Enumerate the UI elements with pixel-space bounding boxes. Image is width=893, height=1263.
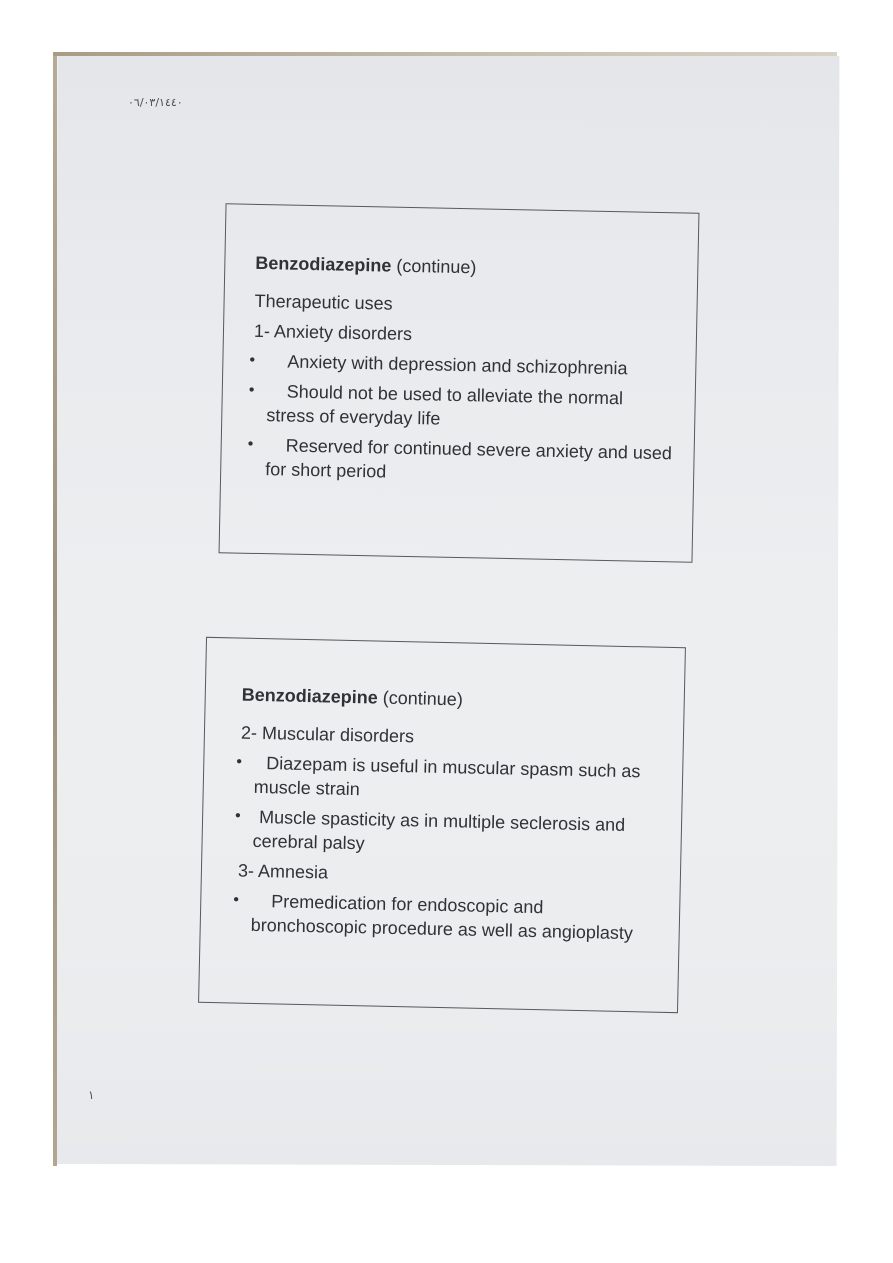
background-edge-left	[53, 54, 57, 1166]
slide-2-bullet-2-text: Muscle spasticity as in multiple seclerosis and cerebral palsy	[252, 807, 626, 854]
slide-2-title-rest: (continue)	[377, 687, 464, 710]
slide-2-content	[233, 683, 664, 952]
bullet-dot-icon: •	[248, 381, 255, 399]
background-edge-top	[53, 52, 837, 56]
slide-1-bullet-2-text: Should not be used to alleviate the normal stress of everyday life	[266, 381, 624, 429]
slide-2	[198, 637, 686, 1013]
slide-2-title	[242, 683, 664, 716]
bullet-dot-icon: •	[249, 351, 256, 369]
slide-1-title-bold: Benzodiazepine	[255, 252, 392, 276]
slide-2-bullet-1-text: Diazepam is useful in muscular spasm such as muscle strain	[253, 753, 641, 800]
slide-2-heading-muscular: 2- Muscular disorders	[240, 722, 415, 747]
slide-1-bullet-3-text: Reserved for continued severe anxiety and used for short period	[265, 435, 673, 482]
slide-2-heading-amnesia: 3- Amnesia	[237, 860, 329, 883]
slide-2-bullet-3	[233, 889, 660, 946]
page-number: ١	[88, 1088, 95, 1102]
bullet-dot-icon: •	[234, 807, 241, 825]
slide-1-bullet-2	[248, 379, 675, 435]
slide-1-heading-anxiety: 1- Anxiety disorders	[253, 320, 413, 345]
slide-1-bullet-1-text: Anxiety with depression and schizophrenia	[287, 351, 628, 379]
slide-2-bullet-2	[234, 805, 661, 862]
slide-1-title-rest: (continue)	[391, 255, 477, 278]
bullet-dot-icon: •	[236, 753, 243, 771]
bullet-dot-icon: •	[247, 435, 254, 453]
slide-2-bullet-1	[236, 751, 663, 808]
slide-1-title	[255, 251, 677, 283]
slide-1	[219, 203, 700, 562]
slide-1-content	[247, 251, 678, 495]
bullet-dot-icon: •	[233, 891, 240, 909]
date-stamp: ٠٦/٠٣/١٤٤٠	[128, 96, 183, 109]
slide-1-bullet-1	[249, 349, 675, 381]
slide-1-bullet-3	[247, 433, 674, 489]
slide-2-bullet-3-text: Premedication for endoscopic and bronchoscopic procedure as well as angioplasty	[250, 891, 634, 944]
slide-2-title-bold: Benzodiazepine	[241, 684, 379, 708]
slide-1-subheading: Therapeutic uses	[254, 290, 393, 314]
